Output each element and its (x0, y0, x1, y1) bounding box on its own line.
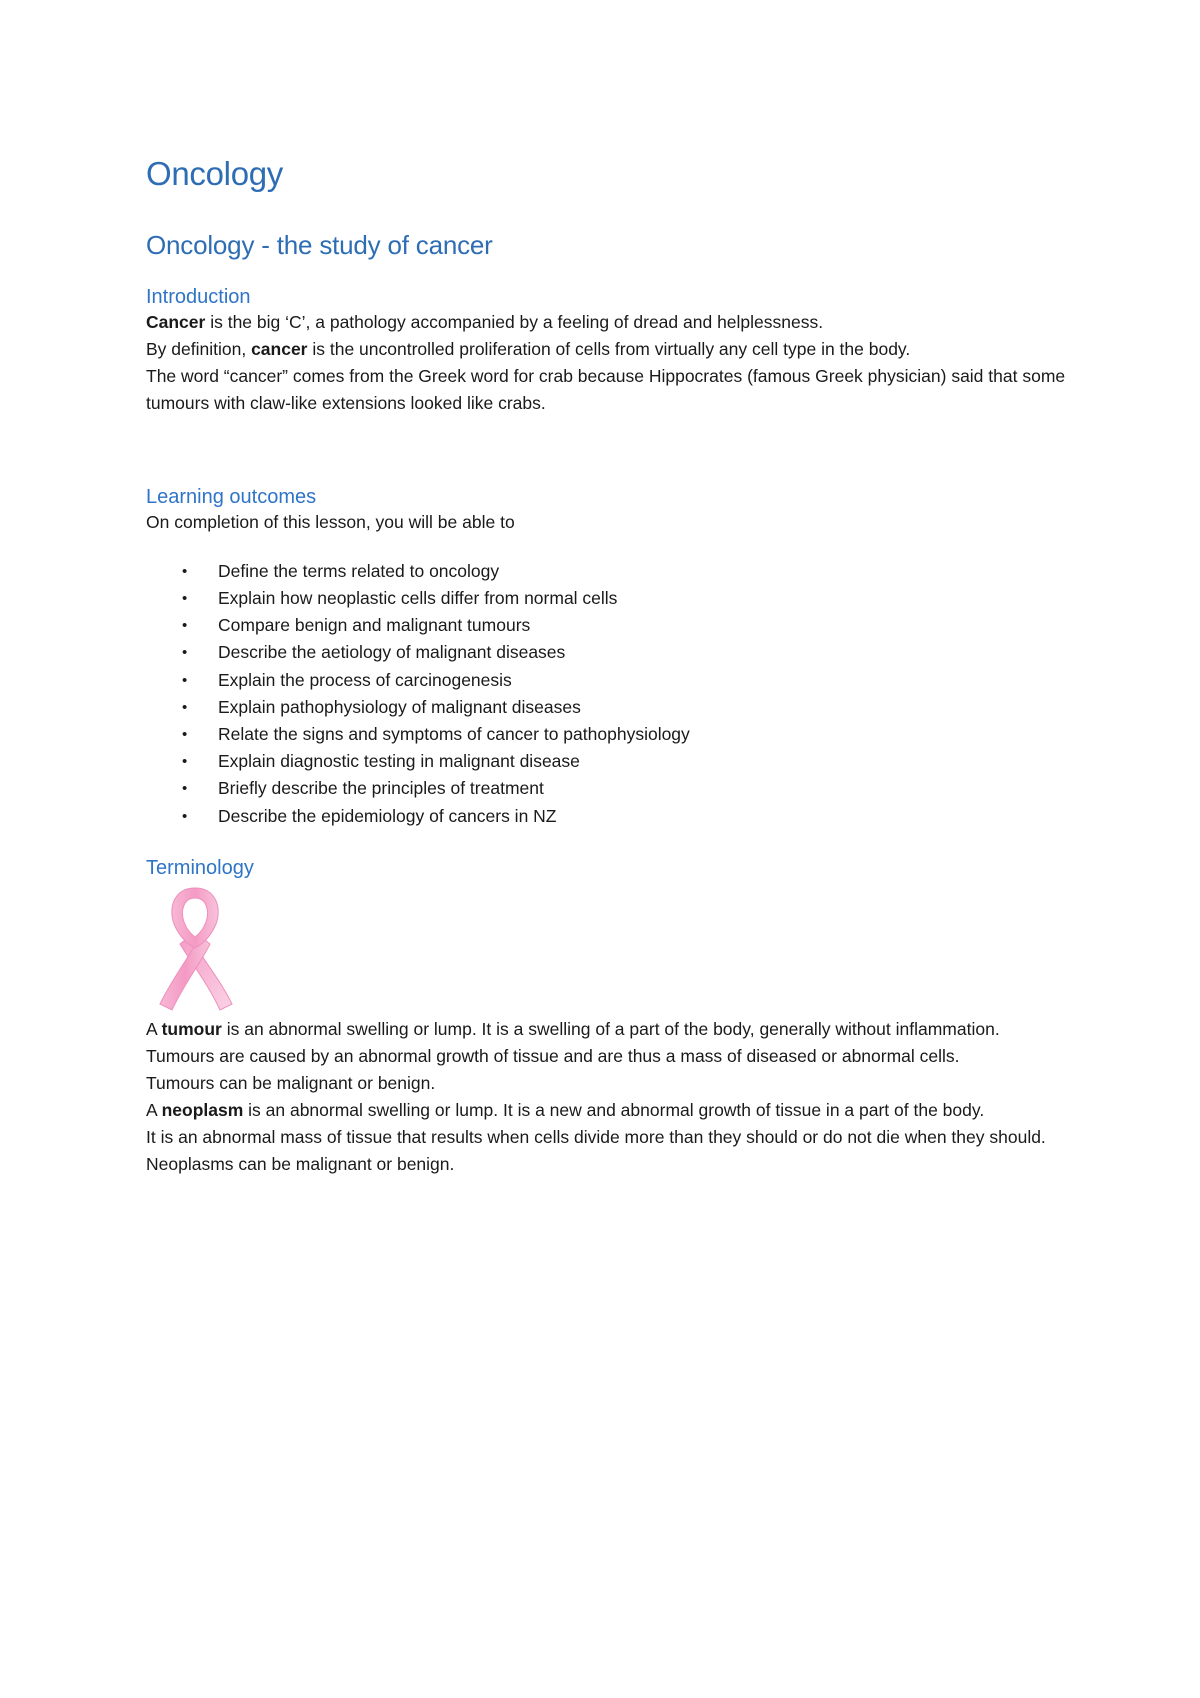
tumour-definition-text: is an abnormal swelling or lump. It is a swelling of a part of the body, generally without inflammation. (221, 1018, 1000, 1039)
intro-paragraph-3: The word “cancer” comes from the Greek word for crab because Hippocrates (famous Greek physician) said that some tumours with claw-like extensions looked like crabs. (146, 365, 1066, 413)
learning-outcomes-heading: Learning outcomes (146, 485, 317, 508)
list-item-text: Briefly describe the principles of treatment (218, 778, 544, 799)
terminology-heading: Terminology (146, 856, 254, 879)
list-item-text: Compare benign and malignant tumours (218, 615, 531, 636)
introduction-heading: Introduction (146, 285, 251, 308)
list-item (146, 803, 1076, 830)
list-item (146, 694, 1076, 721)
list-item-text: Define the terms related to oncology (218, 560, 500, 581)
neoplasm-types-paragraph: Neoplasms can be malignant or benign. (146, 1153, 455, 1174)
list-item-text: Describe the aetiology of malignant diseases (218, 642, 566, 663)
bullet-icon: • (182, 780, 188, 798)
list-item (146, 775, 1076, 802)
list-item (146, 639, 1076, 666)
list-item (146, 667, 1076, 694)
list-item-text: Explain the process of carcinogenesis (218, 669, 512, 690)
list-item-text: Explain how neoplastic cells differ from normal cells (218, 587, 618, 608)
intro-paragraph-2-lead: By definition, (146, 338, 252, 359)
bullet-icon: • (182, 726, 188, 743)
list-item-text: Relate the signs and symptoms of cancer to pathophysiology (218, 724, 690, 744)
bullet-icon: • (182, 753, 188, 771)
neoplasm-definition-text: is an abnormal swelling or lump. It is a new and abnormal growth of tissue in a part of the body. (243, 1099, 985, 1120)
tumour-definition (146, 1016, 1076, 1043)
learning-outcomes-list (146, 558, 1076, 830)
neoplasm-definition (146, 1097, 1076, 1124)
pink-ribbon-icon (152, 884, 238, 1016)
intro-paragraph-2 (146, 336, 1076, 363)
intro-paragraph-1-text: is the big ‘C’, a pathology accompanied by a feeling of dread and helplessness. (205, 311, 824, 332)
neoplasm-definition-lead: A (146, 1099, 162, 1120)
list-item (146, 585, 1076, 612)
list-item (146, 721, 1076, 748)
cancer-term: Cancer (146, 311, 206, 332)
list-item (146, 748, 1076, 775)
page-title: Oncology (146, 155, 284, 192)
list-item-text: Explain pathophysiology of malignant diseases (218, 696, 581, 717)
learning-intro: On completion of this lesson, you will be able to (146, 511, 515, 532)
list-item (146, 612, 1076, 639)
neoplasm-mass-paragraph: It is an abnormal mass of tissue that results when cells divide more than they should or do not die when they should. (146, 1126, 1046, 1147)
document-content (146, 140, 1076, 1178)
intro-paragraph-2-text: is the uncontrolled proliferation of cells from virtually any cell type in the body. (307, 338, 911, 359)
bullet-icon: • (182, 562, 188, 580)
list-item (146, 558, 1076, 585)
list-item-text: Describe the epidemiology of cancers in NZ (218, 805, 557, 826)
bullet-icon: • (182, 589, 188, 607)
bullet-icon: • (182, 644, 188, 662)
tumour-term: tumour (161, 1018, 222, 1039)
tumour-cause-paragraph: Tumours are caused by an abnormal growth of tissue and are thus a mass of diseased or abnormal cells. (146, 1045, 960, 1066)
tumour-types-paragraph: Tumours can be malignant or benign. (146, 1072, 436, 1093)
bullet-icon: • (182, 807, 188, 825)
bullet-icon: • (182, 698, 188, 716)
tumour-definition-lead: A (146, 1018, 162, 1039)
page-subtitle: Oncology - the study of cancer (146, 229, 493, 260)
bullet-icon: • (182, 617, 188, 635)
bullet-icon: • (182, 671, 188, 689)
neoplasm-term: neoplasm (161, 1099, 244, 1120)
intro-paragraph-1 (146, 309, 1076, 336)
cancer-term-2: cancer (251, 338, 308, 359)
list-item-text: Explain diagnostic testing in malignant disease (218, 751, 580, 772)
